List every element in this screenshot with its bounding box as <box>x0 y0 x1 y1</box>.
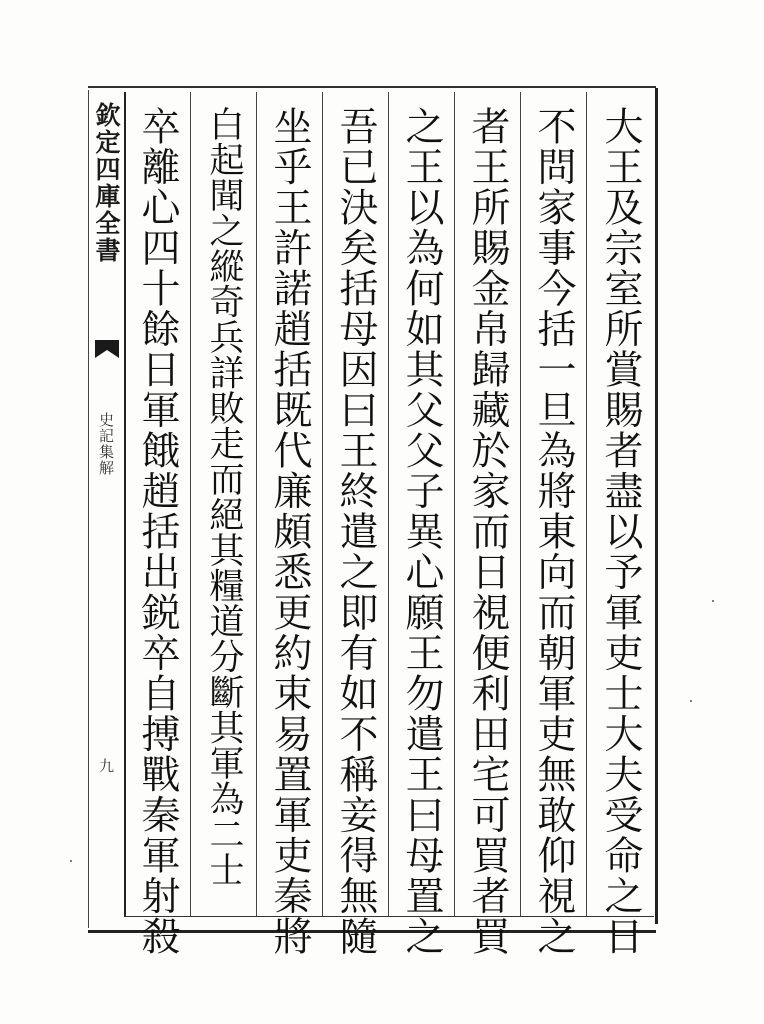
section-title: 史記集解 <box>97 412 115 476</box>
text-column-6 <box>258 92 323 957</box>
book-title: 欽定四庫全書 <box>92 102 121 264</box>
column-text-1: 大王及宗室所賞賜者盡以予軍吏士大夫受命之日 <box>598 106 643 957</box>
column-text-4: 之王以為何如其父父子異心願王勿遣王曰母置之 <box>399 106 444 957</box>
text-column-8 <box>126 92 191 957</box>
text-column-7 <box>192 92 257 916</box>
column-text-2: 不問家事今括一旦為將東向而朝軍吏無敢仰視之 <box>531 106 576 957</box>
paper-speck <box>712 600 714 602</box>
column-text-5: 吾已決矣括母因曰王終遣之即有如不稱妾得無隨 <box>333 106 378 957</box>
column-text-3: 者王所賜金帛歸藏於家而日視便利田宅可買者買 <box>465 106 510 957</box>
column-text-8: 卒離心四十餘日軍餓趙括出鋭卒自搏戰秦軍射殺 <box>135 106 180 957</box>
paper-speck <box>70 860 72 862</box>
text-column-4 <box>390 92 455 957</box>
fish-tail-mark-icon <box>93 338 121 360</box>
block-margin-column <box>89 90 123 926</box>
text-column-5 <box>324 92 389 957</box>
paper-speck <box>690 700 692 702</box>
column-text-7: 白起聞之縱奇兵詳敗走而絕其糧道分斷其軍為二士 <box>204 106 244 887</box>
text-column-2 <box>522 92 587 957</box>
main-text-block <box>124 92 654 957</box>
page-number: 九 <box>97 758 115 773</box>
text-column-3 <box>456 92 521 957</box>
column-text-6: 坐乎王許諾趙括既代廉頗悉更約束易置軍吏秦將 <box>267 106 312 957</box>
frame-right-border <box>655 88 658 924</box>
text-column-1 <box>588 92 653 957</box>
